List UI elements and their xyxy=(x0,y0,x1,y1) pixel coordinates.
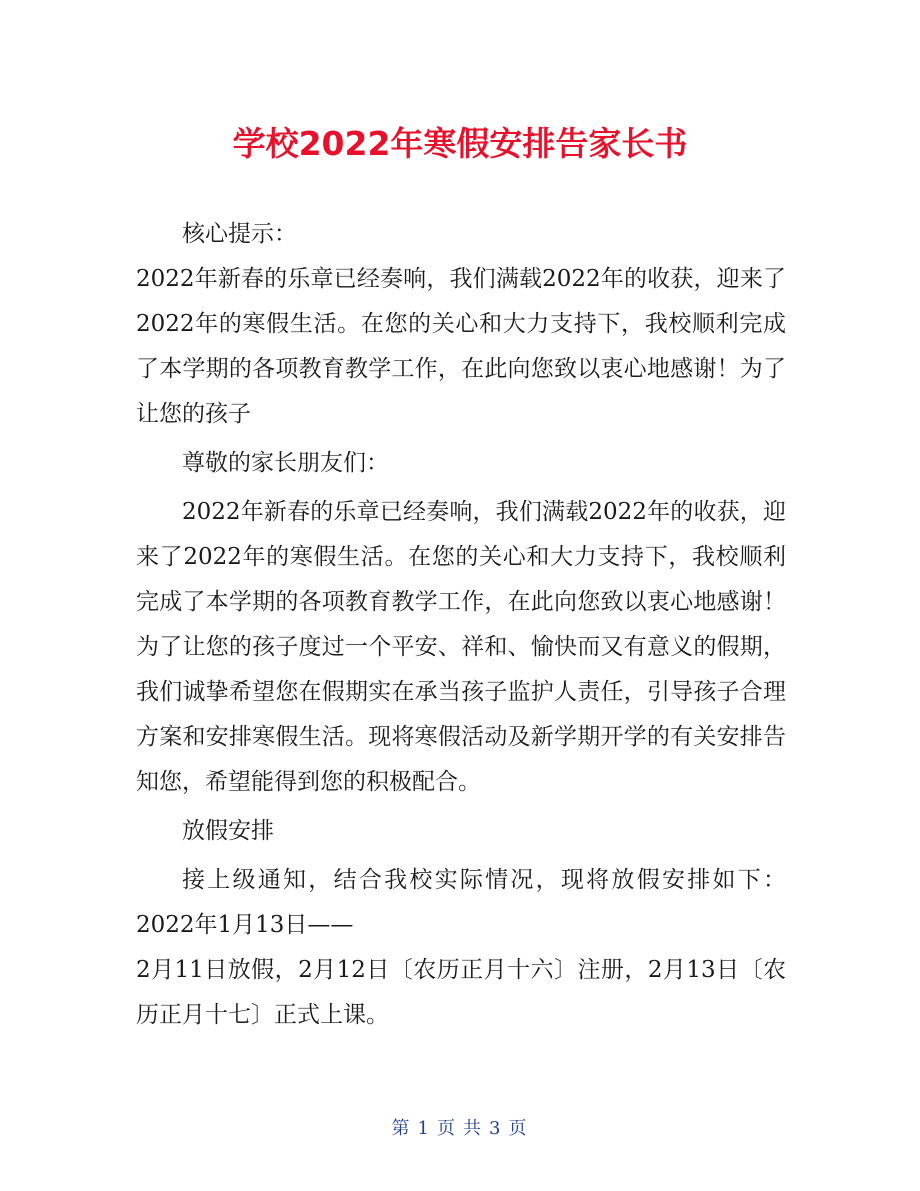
paragraph-section-heading-holiday: 放假安排 xyxy=(182,818,274,844)
footer-total-prefix: 共 xyxy=(463,1118,483,1139)
paragraph-holiday-notice: 接上级通知，结合我校实际情况，现将放假安排如下：2022年1月13日—— xyxy=(136,867,786,938)
footer-page-prefix: 第 xyxy=(391,1118,412,1139)
footer-page-mid: 页 xyxy=(437,1118,457,1139)
paragraph-salutation: 尊敬的家长朋友们： xyxy=(182,450,389,476)
paragraph-holiday-dates: 2月11日放假，2月12日〔农历正月十六〕注册，2月13日〔农历正月十七〕正式上课。 xyxy=(136,957,786,1028)
paragraph-core-tip-label: 核心提示： xyxy=(182,221,297,247)
document-title: 学校2022年寒假安排告家长书 xyxy=(232,124,688,163)
paragraph-core-tip-text: 2022年新春的乐章已经奏响，我们满载2022年的收获，迎来了2022年的寒假生活。在您的关心和大力支持下，我校顺利完成了本学期的各项教育教学工作，在此向您致以衷心地感谢！为了让您的孩子 xyxy=(136,266,786,427)
footer-current-page: 1 xyxy=(417,1118,431,1139)
document-body xyxy=(136,212,786,1038)
footer-page-suffix: 页 xyxy=(508,1118,529,1139)
footer-total-pages: 3 xyxy=(489,1118,503,1139)
page-footer xyxy=(0,1114,920,1140)
paragraph-main-letter: 2022年新春的乐章已经奏响，我们满载2022年的收获，迎来了2022年的寒假生活。在您的关心和大力支持下，我校顺利完成了本学期的各项教育教学工作，在此向您致以衷心地感谢！为了让您的孩子度过一个平安、祥和、愉快而又有意义的假期，我们诚挚希望您在假期实在承当孩子监护人责任，引导孩子合理方案和安排寒假生活。现将寒假活动及新学期开学的有关安排告知您，希望能得到您的积极配合。 xyxy=(136,499,786,795)
